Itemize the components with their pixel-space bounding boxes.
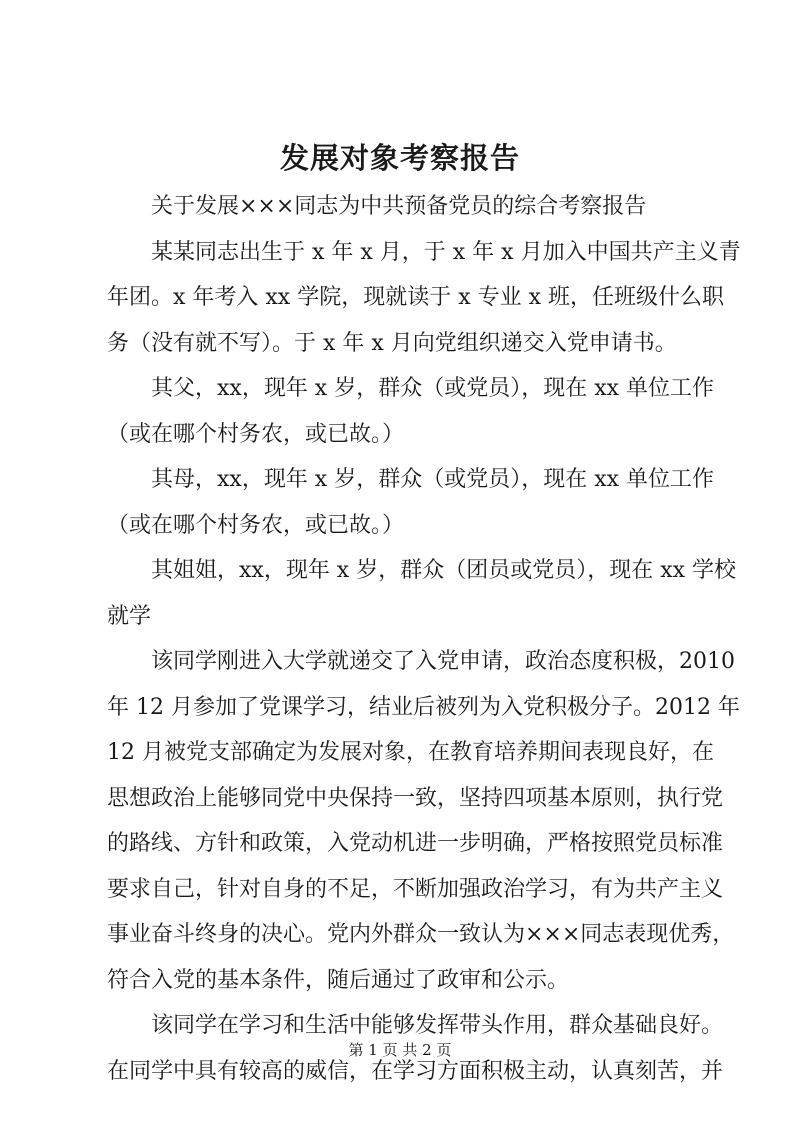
paragraph-line: 事业奋斗终身的决心。党内外群众一致认为×××同志表现优秀，: [107, 922, 735, 947]
paragraph-line: 该同学刚进入大学就递交了入党申请，政治态度积极，2010: [151, 649, 735, 674]
document-body: [107, 184, 741, 1094]
subtitle-line: 关于发展×××同志为中共预备党员的综合考察报告: [151, 194, 647, 219]
page-number-footer: 第 1 页 共 2 页: [348, 1041, 452, 1059]
paragraph-line: 其父，xx，现年 x 岁，群众（或党员），现在 xx 单位工作: [151, 376, 715, 401]
paragraph-line: 就学: [107, 603, 152, 629]
paragraph-line: 务（没有就不写）。于 x 年 x 月向党组织递交入党申请书。: [107, 330, 677, 356]
paragraph-line: 某某同志出生于 x 年 x 月，于 x 年 x 月加入中国共产主义青: [151, 239, 741, 265]
paragraph-line: 其姐姐，xx，现年 x 岁，群众（团员或党员），现在 xx 学校: [151, 558, 737, 583]
paragraph-line: 该同学在学习和生活中能够发挥带头作用，群众基础良好。: [151, 1013, 724, 1038]
paragraph-line: 其母，xx，现年 x 岁，群众（或党员），现在 xx 单位工作: [151, 467, 715, 492]
paragraph-line: 符合入党的基本条件，随后通过了政审和公示。: [107, 967, 570, 993]
paragraph-line: 年团。x 年考入 xx 学院，现就读于 x 专业 x 班，任班级什么职: [107, 285, 724, 310]
document-title: 发展对象考察报告: [279, 141, 520, 175]
paragraph-line: 12 月被党支部确定为发展对象，在教育培养期间表现良好，在: [107, 740, 714, 765]
paragraph-line: （或在哪个村务农，或已故。）: [107, 421, 405, 447]
paragraph-line: 要求自己，针对自身的不足，不断加强政治学习，有为共产主义: [107, 876, 724, 902]
paragraph-line: 在同学中具有较高的威信，在学习方面积极主动，认真刻苦，并: [107, 1058, 724, 1084]
paragraph-line: （或在哪个村务农，或已故。）: [107, 512, 405, 538]
paragraph-line: 的路线、方针和政策，入党动机进一步明确，严格按照党员标准: [107, 831, 724, 856]
paragraph-line: 年 12 月参加了党课学习，结业后被列为入党积极分子。2012 年: [107, 694, 740, 720]
paragraph-line: 思想政治上能够同党中央保持一致，坚持四项基本原则，执行党: [107, 785, 724, 811]
